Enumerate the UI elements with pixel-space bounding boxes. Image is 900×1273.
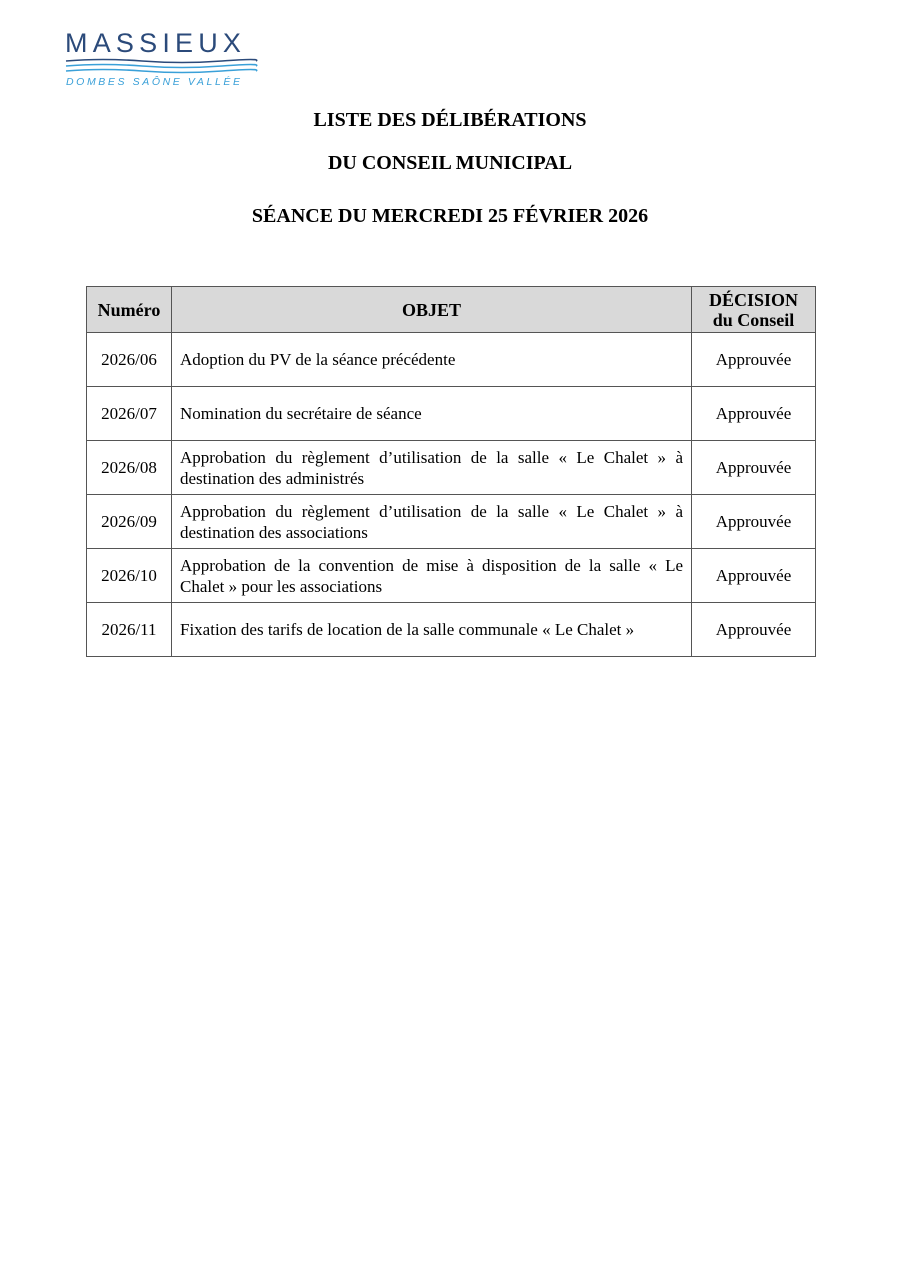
table-row [87, 495, 816, 549]
row-numero: 2026/11 [87, 603, 172, 657]
row-decision: Approuvée [692, 549, 816, 603]
row-decision: Approuvée [692, 441, 816, 495]
row-numero: 2026/08 [87, 441, 172, 495]
row-decision: Approuvée [692, 333, 816, 387]
logo-waves-icon [62, 58, 262, 76]
document-title-line1: LISTE DES DÉLIBÉRATIONS [313, 109, 587, 131]
row-decision: Approuvée [692, 603, 816, 657]
massieux-logo [62, 28, 262, 92]
deliberations-table [86, 286, 816, 657]
row-numero: 2026/06 [87, 333, 172, 387]
row-numero: 2026/09 [87, 495, 172, 549]
logo-subtitle: DOMBES SAÔNE VALLÉE [66, 76, 243, 88]
row-objet: Approbation de la convention de mise à disposition de la salle « Le Chalet » pour les associations [172, 549, 692, 603]
column-header-decision [692, 287, 816, 333]
column-header-objet: OBJET [172, 287, 692, 333]
row-objet: Approbation du règlement d’utilisation de la salle « Le Chalet » à destination des administrés [172, 441, 692, 495]
session-date-title: SÉANCE DU MERCREDI 25 FÉVRIER 2026 [251, 205, 649, 227]
table-header-row [87, 287, 816, 333]
table-row [87, 441, 816, 495]
row-decision: Approuvée [692, 495, 816, 549]
row-objet: Fixation des tarifs de location de la salle communale « Le Chalet » [172, 603, 692, 657]
row-objet: Adoption du PV de la séance précédente [172, 333, 692, 387]
logo-name: MASSIEUX [65, 28, 247, 58]
column-header-numero: Numéro [87, 287, 172, 333]
row-numero: 2026/07 [87, 387, 172, 441]
document-title-line2: DU CONSEIL MUNICIPAL [327, 152, 573, 174]
table-row [87, 333, 816, 387]
row-objet: Approbation du règlement d’utilisation de la salle « Le Chalet » à destination des associations [172, 495, 692, 549]
table-row [87, 387, 816, 441]
table-row [87, 603, 816, 657]
column-header-decision-line1: DÉCISION [708, 289, 799, 310]
row-numero: 2026/10 [87, 549, 172, 603]
row-objet: Nomination du secrétaire de séance [172, 387, 692, 441]
column-header-decision-line2: du Conseil [712, 309, 795, 330]
row-decision: Approuvée [692, 387, 816, 441]
table-row [87, 549, 816, 603]
